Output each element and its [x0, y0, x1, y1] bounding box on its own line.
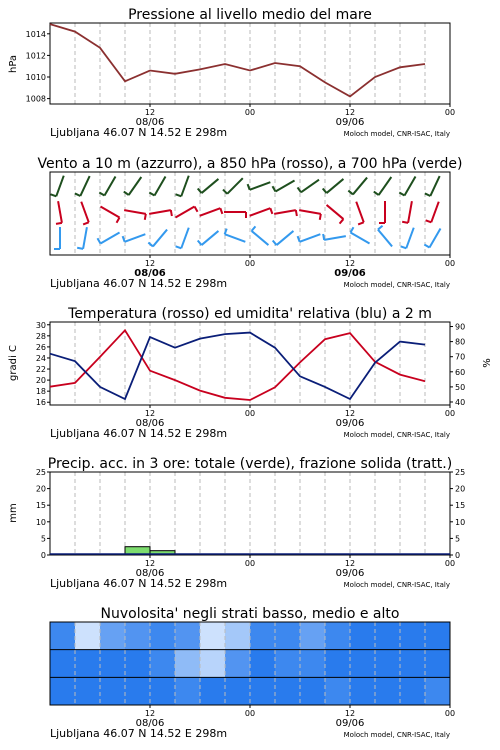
- cloud-cell: [300, 622, 326, 650]
- y-tick-label: 15: [35, 501, 46, 511]
- x-tick-label: 12: [144, 559, 156, 568]
- location-label: Ljubljana 46.07 N 14.52 E 298m: [50, 126, 228, 139]
- cloud-cell: [75, 650, 101, 678]
- cloud-cell: [175, 622, 201, 650]
- y-axis-label: hPa: [8, 54, 19, 74]
- wind-barb-shaft: [149, 210, 171, 214]
- cloud-cell: [100, 622, 126, 650]
- cloud-cell: [275, 677, 301, 705]
- wind-barb-flag: [56, 223, 62, 224]
- wind-barb-flag: [117, 218, 120, 223]
- wind-barb-flag: [358, 222, 364, 224]
- credit-label: Moloch model, CNR-ISAC, Italy: [343, 130, 450, 138]
- wind-barb-shaft: [81, 202, 89, 223]
- wind-barb-shaft: [327, 179, 344, 193]
- y-tick-label: 26: [35, 342, 46, 352]
- wind-barb-flag: [350, 227, 353, 232]
- cloud-cell: [325, 650, 351, 678]
- x-tick-label: 12: [344, 409, 356, 418]
- cloud-cell: [400, 650, 426, 678]
- cloud-cell: [75, 677, 101, 705]
- chart-title: Precip. acc. in 3 ore: totale (verde), frazione solida (tratt.): [47, 456, 453, 472]
- x-tick-label: 00: [244, 259, 256, 268]
- wind-barb-shaft: [299, 210, 321, 214]
- wind-barb-flag: [248, 184, 250, 190]
- location-label: Ljubljana 46.07 N 14.52 E 298m: [50, 427, 228, 440]
- wind-barb-flag: [75, 193, 80, 196]
- wind-barb-shaft: [181, 228, 189, 249]
- wind-barb-shaft: [300, 234, 321, 242]
- wind-barb-shaft: [250, 208, 271, 216]
- x-tick-label: 12: [144, 709, 156, 718]
- wind-barb-flag: [402, 222, 408, 223]
- date-label: 08/06: [135, 418, 165, 429]
- cloud-cell: [325, 622, 351, 650]
- wind-barb-shaft: [181, 176, 189, 197]
- wind-barb-flag: [176, 194, 182, 196]
- wind-barb-shaft: [406, 228, 414, 249]
- pressure-line: [50, 24, 425, 96]
- wind-barb-shaft: [378, 230, 392, 247]
- plot-frame: [50, 23, 450, 104]
- wind-barb-shaft: [252, 231, 269, 245]
- humidity-line: [50, 333, 425, 399]
- x-tick-label: 12: [344, 108, 356, 117]
- y-tick-label: 16: [35, 398, 46, 408]
- wind-barb-shaft: [408, 201, 412, 223]
- cloud-cell: [375, 622, 401, 650]
- wind-barb-flag: [123, 236, 125, 242]
- x-tick-label: 00: [244, 409, 256, 418]
- x-tick-label: 00: [244, 108, 256, 117]
- wind-barb-shaft: [200, 208, 221, 216]
- wind-barb-flag: [51, 194, 57, 196]
- wind-barb-shaft: [379, 177, 392, 195]
- cloud-cell: [125, 622, 151, 650]
- wind-barb-shaft: [431, 202, 439, 223]
- wind-barb-shaft: [80, 176, 89, 196]
- cloud-cell: [425, 622, 451, 650]
- wind-barb-flag: [220, 208, 222, 214]
- y-tick-label: 1012: [25, 51, 46, 61]
- wind-barb-shaft: [324, 236, 346, 240]
- date-label: 09/06: [335, 718, 365, 729]
- cloud-cell: [400, 677, 426, 705]
- wind-barb-flag: [148, 243, 153, 247]
- wind-barb-shaft: [202, 179, 219, 193]
- y-tick-label: 50: [455, 382, 466, 392]
- y-tick-label: 18: [35, 387, 46, 397]
- cloud-cell: [250, 677, 276, 705]
- x-tick-label: 12: [144, 409, 156, 418]
- chart-title: Nuvolosita' negli strati basso, medio e alto: [100, 606, 400, 622]
- wind-barb-shaft: [430, 228, 441, 247]
- date-label: 08/06: [134, 268, 166, 279]
- y-axis-label: %: [482, 358, 493, 368]
- wind-barb-flag: [426, 220, 432, 222]
- cloud-cell: [100, 677, 126, 705]
- date-label: 08/06: [135, 718, 165, 729]
- wind-barb-shaft: [327, 205, 344, 219]
- cloud-cell: [425, 650, 451, 678]
- cloud-cell: [200, 622, 226, 650]
- wind-barb-shaft: [202, 231, 219, 245]
- x-tick-label: 12: [344, 559, 356, 568]
- y-tick-label: 1008: [25, 94, 46, 104]
- y-tick-label: 5: [40, 534, 46, 544]
- wind-barb-shaft: [56, 176, 64, 197]
- cloud-cell: [125, 650, 151, 678]
- y-tick-label: 22: [35, 365, 46, 375]
- wind-barb-shaft: [353, 178, 367, 195]
- wind-barb-shaft: [301, 180, 319, 193]
- y-axis-label: mm: [8, 503, 19, 523]
- cloud-cell: [50, 650, 76, 678]
- credit-label: Moloch model, CNR-ISAC, Italy: [343, 731, 450, 739]
- cloud-cell: [300, 650, 326, 678]
- y-tick-label: 80: [455, 337, 466, 347]
- cloud-cell: [150, 677, 176, 705]
- credit-label: Moloch model, CNR-ISAC, Italy: [343, 281, 450, 289]
- cloud-cell: [50, 677, 76, 705]
- wind-barb-flag: [296, 210, 297, 216]
- cloud-cell: [375, 650, 401, 678]
- cloud-cell: [400, 622, 426, 650]
- wind-barb-flag: [378, 226, 383, 230]
- y-tick-label: 25: [35, 468, 46, 477]
- y-tick-label: 10: [35, 517, 46, 527]
- date-label: 09/06: [335, 568, 365, 579]
- wind-barb-flag: [97, 238, 100, 243]
- cloud-cell: [175, 677, 201, 705]
- cloud-cell: [125, 677, 151, 705]
- y-tick-label: 70: [455, 352, 466, 362]
- y-tick-label: 5: [455, 534, 461, 544]
- wind-barb-shaft: [274, 210, 296, 214]
- wind-barb-flag: [298, 236, 300, 242]
- cloud-cell: [150, 622, 176, 650]
- wind-barb-flag: [252, 226, 256, 231]
- y-tick-label: 60: [455, 367, 466, 377]
- wind-barb-flag: [77, 248, 83, 249]
- y-tick-label: 28: [35, 331, 46, 341]
- credit-label: Moloch model, CNR-ISAC, Italy: [343, 581, 450, 589]
- cloud-cell: [100, 650, 126, 678]
- y-tick-label: 0: [455, 551, 461, 560]
- y-tick-label: 1010: [25, 73, 46, 82]
- y-tick-label: 40: [455, 397, 466, 407]
- cloud-cell: [275, 622, 301, 650]
- wind-barb-shaft: [430, 176, 439, 196]
- wind-barb-shaft: [277, 231, 294, 245]
- wind-barb-shaft: [83, 227, 87, 249]
- y-tick-label: 10: [455, 517, 466, 527]
- x-tick-label: 00: [444, 259, 456, 268]
- chart-title: Vento a 10 m (azzurro), a 850 hPa (rosso), a 700 hPa (verde): [37, 156, 463, 172]
- date-label: 08/06: [135, 568, 165, 579]
- x-tick-label: 00: [444, 108, 456, 117]
- wind-barb-flag: [424, 245, 429, 248]
- credit-label: Moloch model, CNR-ISAC, Italy: [343, 431, 450, 439]
- y-tick-label: 20: [35, 484, 46, 494]
- cloud-cell: [150, 650, 176, 678]
- wind-barb-shaft: [125, 234, 146, 242]
- cloud-cell: [425, 677, 451, 705]
- cloud-cell: [200, 677, 226, 705]
- chart-title: Temperatura (rosso) ed umidita' relativa (blu) a 2 m: [68, 306, 432, 322]
- date-label: 09/06: [335, 418, 365, 429]
- x-tick-label: 12: [144, 108, 156, 117]
- wind-barb-shaft: [225, 234, 246, 242]
- y-axis-label: gradi C: [8, 345, 19, 381]
- y-tick-label: 20: [35, 376, 46, 386]
- wind-barb-shaft: [275, 181, 294, 192]
- wind-barb-shaft: [105, 176, 116, 195]
- x-tick-label: 00: [444, 559, 456, 568]
- chart-title: Pressione al livello medio del mare: [128, 7, 372, 23]
- y-tick-label: 0: [40, 551, 46, 560]
- wind-barb-shaft: [350, 233, 369, 244]
- wind-barb-shaft: [58, 201, 62, 223]
- x-tick-label: 00: [444, 409, 456, 418]
- wind-barb-flag: [348, 191, 353, 195]
- location-label: Ljubljana 46.07 N 14.52 E 298m: [50, 277, 228, 290]
- wind-barb-flag: [171, 210, 172, 216]
- wind-barb-flag: [145, 214, 146, 220]
- wind-barb-flag: [340, 219, 344, 224]
- y-tick-label: 24: [35, 353, 46, 363]
- location-label: Ljubljana 46.07 N 14.52 E 298m: [50, 727, 228, 740]
- date-label: 08/06: [135, 117, 165, 128]
- cloud-cell: [75, 622, 101, 650]
- x-tick-label: 00: [244, 709, 256, 718]
- wind-barb-flag: [425, 193, 430, 196]
- cloud-cell: [50, 622, 76, 650]
- cloud-cell: [375, 677, 401, 705]
- cloud-cell: [350, 622, 376, 650]
- x-tick-label: 00: [244, 559, 256, 568]
- x-tick-label: 00: [444, 709, 456, 718]
- cloud-cell: [325, 677, 351, 705]
- wind-barb-flag: [270, 208, 272, 214]
- wind-barb-flag: [401, 246, 407, 248]
- wind-barb-flag: [176, 246, 182, 248]
- date-label: 09/06: [334, 268, 366, 279]
- y-tick-label: 1014: [25, 29, 46, 39]
- wind-barb-flag: [320, 214, 321, 220]
- wind-barb-shaft: [129, 177, 142, 195]
- wind-barb-shaft: [155, 176, 166, 195]
- cloud-cell: [175, 650, 201, 678]
- cloud-cell: [300, 677, 326, 705]
- cloud-cell: [350, 677, 376, 705]
- wind-barb-shaft: [124, 210, 146, 214]
- wind-barb-flag: [83, 222, 89, 224]
- wind-barb-shaft: [153, 230, 167, 247]
- wind-barb-shaft: [100, 207, 119, 218]
- cloud-cell: [275, 650, 301, 678]
- y-tick-label: 15: [455, 501, 466, 511]
- y-tick-label: 20: [455, 484, 466, 494]
- y-tick-label: 30: [35, 320, 46, 330]
- cloud-cell: [250, 622, 276, 650]
- wind-barb-shaft: [405, 176, 416, 195]
- cloud-cell: [225, 622, 251, 650]
- cloud-cell: [350, 650, 376, 678]
- wind-barb-shaft: [100, 233, 119, 244]
- cloud-cell: [250, 650, 276, 678]
- cloud-cell: [200, 650, 226, 678]
- x-tick-label: 12: [344, 709, 356, 718]
- wind-barb-flag: [323, 234, 324, 240]
- x-tick-label: 12: [144, 259, 156, 268]
- wind-barb-flag: [195, 207, 198, 212]
- date-label: 09/06: [335, 117, 365, 128]
- x-tick-label: 12: [344, 259, 356, 268]
- y-tick-label: 90: [455, 322, 466, 332]
- wind-barb-shaft: [250, 182, 271, 190]
- wind-barb-shaft: [175, 207, 194, 218]
- wind-barb-shaft: [356, 202, 364, 223]
- location-label: Ljubljana 46.07 N 14.52 E 298m: [50, 577, 228, 590]
- cloud-cell: [225, 677, 251, 705]
- cloud-cell: [225, 650, 251, 678]
- y-tick-label: 25: [455, 468, 466, 477]
- wind-barb-shaft: [227, 178, 243, 194]
